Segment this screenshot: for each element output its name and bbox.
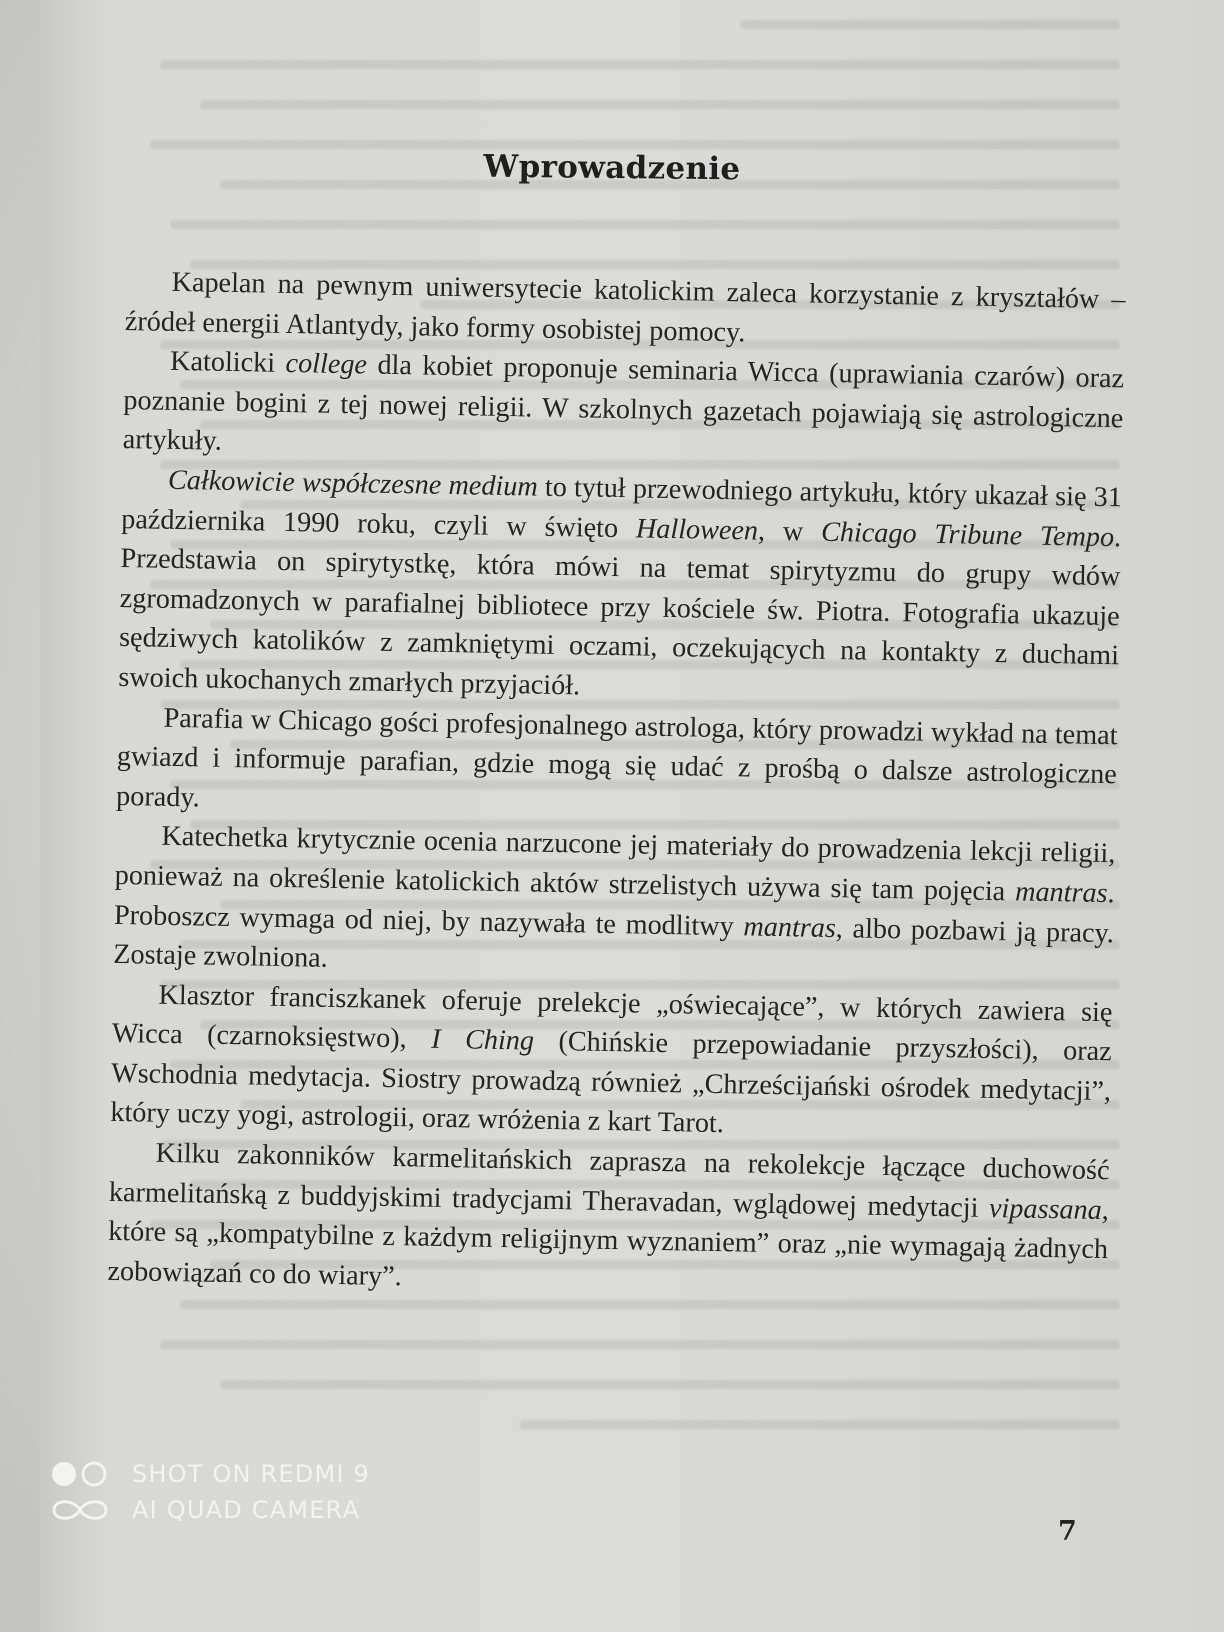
body-text [107, 262, 1126, 1310]
text-run: dla kobiet proponuje seminaria Wicca (uprawiania czarów) oraz poznanie bogini z tej nowej religii. W szkolnych gazetach pojawiają się astrologiczne artykuły. [122, 349, 1125, 458]
text-run: Kapelan na pewnym uniwersytecie katolickim zaleca korzystanie z kryształów – źródeł energii Atlantydy, jako formy osobistej pomocy. [124, 266, 1126, 348]
paragraph [113, 816, 1116, 993]
text-run: . Przedstawia on spirytystkę, która mówi na temat spirytyzmu do grupy wdów zgromadzonych w parafialnej bibliotece przy kościele św. Piotra. Fotografia ukazuje sędziwych katolików z zamkniętymi oczami, oczekujących na kontakty z duchami swoich ukochanych zmarłych przyjaciół. [118, 521, 1122, 702]
text-run: to tytuł przewodniego artykułu, który ukazał się 31 października 1990 roku, czyli w święto [121, 471, 1123, 544]
text-run: , które są „kompatybilne z każdym religijnym wyznaniem” oraz „nie wymagają żadnych zobowiązań co do wiary”. [107, 1194, 1110, 1293]
paragraph [116, 697, 1118, 834]
chapter-heading: Wprowadzenie [483, 148, 741, 188]
text-run: Klasztor franciszkanek oferuje prelekcje „oświecające”, w których zawiera się Wicca (czarnoksięstwo), [111, 979, 1113, 1056]
text-run: . Proboszcz wymaga od niej, by nazywała te modlitwy [113, 878, 1115, 942]
infinity-logo-icon [50, 1495, 110, 1525]
italic-text: vipassana [988, 1192, 1103, 1226]
watermark-line-1: SHOT ON REDMI 9 [132, 1460, 370, 1488]
page-number: 7 [1058, 1516, 1077, 1547]
italic-text: Halloween [635, 512, 759, 547]
italic-text: college [285, 348, 368, 381]
text-run: Parafia w Chicago gości profesjonalnego astrologa, który prowadzi wykład na temat gwiazd i informuje parafian, gdzie mogą się udać z prośbą o dalsze astrologiczne porady. [115, 702, 1118, 814]
italic-text: mantras [1014, 876, 1108, 909]
text-run: , w [757, 515, 822, 548]
text-run: Kilku zakonników karmelitańskich zaprasza na rekolekcje łączące duchowość karmelitańską z buddyjskimi tradycjami Theravadan, wglądowej medytacji [108, 1137, 1110, 1224]
paragraph [122, 341, 1124, 478]
italic-text: Całkowicie współczesne medium [167, 464, 539, 503]
dual-camera-logo-icon [50, 1459, 110, 1489]
italic-text: mantras [743, 910, 837, 944]
watermark-line-2: AI QUAD CAMERA [132, 1496, 361, 1524]
camera-watermark [50, 1456, 370, 1528]
text-run: Katolicki [169, 346, 286, 380]
text-run: , albo pozbawi ją pracy. Zostaje zwolniona. [113, 912, 1115, 974]
text-run: Katechetka krytycznie ocenia narzucone jej materiały do prowadzenia lekcji religii, ponieważ na określenie katolickich aktów strzelistych używa się tam pojęcia [114, 821, 1116, 908]
paragraph [118, 460, 1122, 716]
italic-text: Chicago Tribune Tempo [820, 516, 1115, 553]
italic-text: I Ching [430, 1024, 535, 1057]
paragraph [107, 1133, 1110, 1310]
text-run: (Chińskie przepowiadanie przyszłości), oraz Wschodnia medytacja. Siostry prowadzą również „Chrześcijański ośrodek medytacji”, który uczy yogi, astrologii, oraz wróżenia z kart Tarot. [110, 1025, 1112, 1140]
paragraph [110, 975, 1113, 1152]
